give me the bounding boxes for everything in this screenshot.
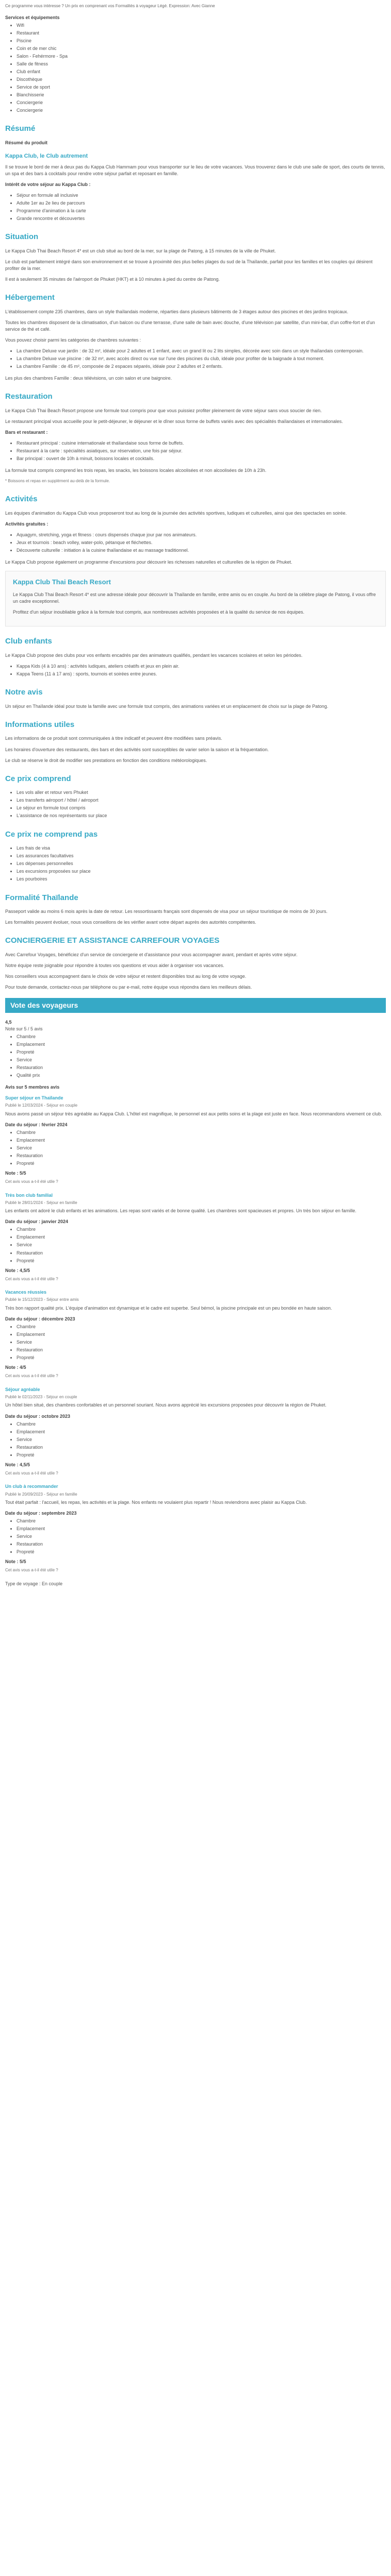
review-scores (17, 1518, 386, 1555)
service-item: • Salle de fitness (17, 61, 386, 67)
review-score-item: • Chambre (17, 1226, 386, 1233)
review-text: Tout était parfait : l'accueil, les repas, les activités et la plage. Nos enfants ne voulaient plus repartir ! Nous reviendrons avec plaisir au Kappa Club. (5, 1500, 307, 1505)
score-category: • Propreté (17, 1049, 386, 1056)
review-meta: Publié le 20/09/2023 - Séjour en famille (5, 1492, 77, 1497)
enfants-list (17, 663, 386, 677)
review-score-item: • Restauration (17, 1153, 386, 1159)
kids-club-item: • Kappa Kids (4 à 10 ans) : activités ludiques, ateliers créatifs et jeux en plein air. (17, 663, 386, 670)
review-scores (17, 1226, 386, 1264)
overall-score: 4,5 (5, 1019, 12, 1025)
review-score-item: • Restauration (17, 1250, 386, 1257)
review-scores (17, 1324, 386, 1361)
review-text: Les enfants ont adoré le club enfants et les animations. Les repas sont variés et de bonne qualité. Les chambres sont spacieuses et propres. Un très bon séjour en famille. (5, 1208, 356, 1214)
room-item: • La chambre Famille : de 45 m², composée de 2 espaces séparés, idéale pour 2 adultes et 2 enfants. (17, 363, 386, 370)
review-rating: Note : 5/5 (5, 1170, 26, 1176)
resume-title: Résumé (5, 124, 36, 133)
service-item: • Discothèque (17, 76, 386, 83)
assist-p2: Notre équipe reste joignable pour répondre à toutes vos questions et vous aider à organiser vos vacances. (5, 963, 224, 969)
review-item (5, 1386, 386, 1477)
notre-avis-p1: Un séjour en Thaïlande idéal pour toute la famille avec une formule tout compris, des animations variées et un emplacement de choix sur la plage de Patong. (5, 703, 329, 709)
excluded-item: • Les pourboires (17, 876, 386, 883)
score-category: • Emplacement (17, 1041, 386, 1048)
formalites-p1: Passeport valide au moins 6 mois après la date de retour. Les ressortissants français sont dispensés de visa pour un séjour touristique de moins de 30 jours. (5, 909, 328, 914)
club-title: Kappa Club, le Club autrement (5, 153, 88, 159)
review-helpful-link[interactable]: Cet avis vous a-t-il été utile ? (5, 1568, 58, 1573)
included-item: • L'assistance de nos représentants sur place (17, 812, 386, 819)
review-rating: Note : 4/5 (5, 1365, 26, 1370)
score-category: • Restauration (17, 1064, 386, 1071)
notre-avis-title: Notre avis (5, 687, 43, 697)
review-meta: Publié le 28/01/2024 - Séjour en famille (5, 1200, 77, 1205)
review-date: Date du séjour : février 2024 (5, 1122, 68, 1127)
review-score-item: • Emplacement (17, 1526, 386, 1532)
services-list (17, 22, 386, 114)
formalites-title: Formalité Thaïlande (5, 893, 78, 902)
votes-heading: Vote des voyageurs (5, 998, 386, 1012)
hebergement-p1: L'établissement compte 235 chambres, dans un style thaïlandais moderne, réparties dans plusieurs bâtiments de 3 étages autour des piscines et des jardins tropicaux. (5, 309, 349, 314)
review-scores (17, 1129, 386, 1167)
review-date: Date du séjour : octobre 2023 (5, 1413, 71, 1419)
excluded-item: • Les assurances facultatives (17, 853, 386, 859)
review-date: Date du séjour : décembre 2023 (5, 1316, 75, 1321)
service-item: • Blanchisserie (17, 92, 386, 98)
review-meta: Publié le 02/11/2023 - Séjour en couple (5, 1394, 77, 1399)
review-score-item: • Propreté (17, 1160, 386, 1167)
resume-subtitle: Résumé du produit (5, 140, 48, 145)
review-title: Un club à recommander (5, 1484, 58, 1489)
service-item: • Coin et de mer chic (17, 45, 386, 52)
review-meta: Publié le 12/03/2024 - Séjour en couple (5, 1103, 78, 1108)
score-category: • Qualité prix (17, 1072, 386, 1079)
included-item: • Le séjour en formule tout compris (17, 805, 386, 811)
infos-p1: Les informations de ce produit sont communiquées à titre indicatif et peuvent être modifiées sans préavis. (5, 736, 222, 741)
review-score-item: • Restauration (17, 1541, 386, 1548)
situation-p2: Le club est parfaitement intégré dans son environnement et se trouve à proximité des plus belles plages du sud de la Thaïlande, parfait pour les familles et les couples qui désirent profiter de la mer. (5, 259, 373, 272)
bar-item: • Bar principal : ouvert de 10h à minuit, boissons locales et cocktails. (17, 455, 386, 462)
review-scores (17, 1421, 386, 1459)
highlight-item: • Adulte 1er au 2e lieu de parcours (17, 200, 386, 207)
kappa-box-p1: Le Kappa Club Thai Beach Resort 4* est une adresse idéale pour découvrir la Thaïlande en famille, entre amis ou en couple. Au bord de la célèbre plage de Patong, il vous offre un cadre exceptionnel. (13, 591, 376, 604)
hebergement-p4: Les plus des chambres Famille : deux télévisions, un coin salon et une baignoire. (5, 376, 172, 381)
excluded-item: • Les frais de visa (17, 845, 386, 852)
review-item (5, 1095, 386, 1185)
infos-p3: Le club se réserve le droit de modifier ses prestations en fonction des conditions météorologiques. (5, 757, 207, 763)
review-score-item: • Service (17, 1242, 386, 1248)
review-text: Très bon rapport qualité prix. L'équipe d'animation est dynamique et le cadre est superbe. Seul bémol, la piscine principale est un peu bondée en haute saison. (5, 1305, 332, 1311)
restauration-p2: Le restaurant principal vous accueille pour le petit-déjeuner, le déjeuner et le dîner sous forme de buffets variés avec des spécialités thaïlandaises et internationales. (5, 419, 343, 425)
overall-subtitle: Note sur 5 / 5 avis (5, 1026, 43, 1031)
review-score-item: • Service (17, 1339, 386, 1346)
bar-item: • Restaurant à la carte : spécialités asiatiques, sur réservation, une fois par séjour. (17, 448, 386, 454)
assist-title: CONCIERGERIE ET ASSISTANCE CARREFOUR VOYAGES (5, 936, 220, 945)
service-item: • Restaurant (17, 30, 386, 37)
review-score-item: • Propreté (17, 1549, 386, 1555)
review-item (5, 1289, 386, 1379)
review-helpful-link[interactable]: Cet avis vous a-t-il été utile ? (5, 1470, 58, 1476)
bars-list (17, 440, 386, 462)
activites-p1: Les équipes d'animation du Kappa Club vous proposeront tout au long de la journée des activités sportives, ludiques et culturelles, ainsi que des spectacles en soirée. (5, 510, 347, 516)
highlight-item: • Programme d'animation à la carte (17, 208, 386, 214)
service-item: • Wifi (17, 22, 386, 29)
review-rating: Note : 4,5/5 (5, 1267, 30, 1273)
infos-title: Informations utiles (5, 720, 75, 729)
kids-club-item: • Kappa Teens (11 à 17 ans) : sports, tournois et soirées entre jeunes. (17, 671, 386, 677)
situation-title: Situation (5, 232, 39, 242)
bar-item: • Restaurant principal : cuisine internationale et thaïlandaise sous forme de buffets. (17, 440, 386, 447)
recommend-text: Avis sur 5 membres avis (5, 1084, 60, 1090)
votes-footer: Type de voyage : En couple (5, 1581, 63, 1587)
restauration-caption: * Boissons et repas en supplément au-delà de la formule. (5, 479, 110, 484)
activity-item: • Jeux et tournois : beach volley, water-polo, pétanque et fléchettes. (17, 539, 386, 546)
review-score-item: • Propreté (17, 1354, 386, 1361)
review-score-item: • Restauration (17, 1347, 386, 1353)
restauration-p3: La formule tout compris comprend les trois repas, les snacks, les boissons locales alcoolisées et non alcoolisées de 10h à 23h. (5, 468, 267, 473)
restauration-title: Restauration (5, 392, 53, 401)
highlights-title: Intérêt de votre séjour au Kappa Club : (5, 182, 91, 188)
review-title: Super séjour en Thaïlande (5, 1095, 63, 1101)
assist-p1: Avec Carrefour Voyages, bénéficiez d'un service de conciergerie et d'assistance pour vous accompagner avant, pendant et après votre séjour. (5, 952, 298, 958)
included-item: • Les vols aller et retour vers Phuket (17, 789, 386, 796)
review-helpful-link[interactable]: Cet avis vous a-t-il été utile ? (5, 1276, 58, 1281)
excluded-item: • Les dépenses personnelles (17, 860, 386, 867)
activites-list-title: Activités gratuites : (5, 521, 48, 527)
service-item: • Conciergerie (17, 107, 386, 114)
compris-title: Ce prix comprend (5, 774, 71, 783)
review-score-item: • Chambre (17, 1518, 386, 1524)
review-score-item: • Emplacement (17, 1137, 386, 1144)
score-category: • Chambre (17, 1033, 386, 1040)
bars-title: Bars et restaurant : (5, 430, 48, 435)
review-rating: Note : 4,5/5 (5, 1462, 30, 1467)
hebergement-title: Hébergement (5, 293, 55, 302)
review-date: Date du séjour : septembre 2023 (5, 1511, 77, 1516)
non-compris-list (17, 845, 386, 883)
review-item (5, 1192, 386, 1282)
review-score-item: • Emplacement (17, 1234, 386, 1241)
review-rating: Note : 5/5 (5, 1559, 26, 1565)
assist-p3: Nos conseillers vous accompagnent dans le choix de votre séjour et restent disponibles tout au long de votre voyage. (5, 974, 247, 979)
services-title: Services et équipements (5, 14, 60, 20)
situation-p3: Il est à seulement 35 minutes de l'aéroport de Phuket (HKT) et à 10 minutes à pied du centre de Patong. (5, 277, 220, 282)
highlights-list (17, 192, 386, 222)
compris-list (17, 789, 386, 819)
highlight-item: • Grande rencontre et découvertes (17, 215, 386, 222)
review-title: Séjour agréable (5, 1386, 40, 1392)
hebergement-p2: Toutes les chambres disposent de la climatisation, d'un balcon ou d'une terrasse, d'une salle de bain avec douche, d'une télévision par satellite, d'un mini-bar, d'un coffre-fort et d'un service de thé et café. (5, 320, 375, 332)
kappa-box (5, 571, 386, 626)
non-compris-title: Ce prix ne comprend pas (5, 829, 98, 839)
review-score-item: • Propreté (17, 1258, 386, 1264)
review-score-item: • Restauration (17, 1444, 386, 1451)
situation-p1: Le Kappa Club Thai Beach Resort 4* est un club situé au bord de la mer, sur la plage de Patong, à 15 minutes de la ville de Phuket. (5, 248, 276, 254)
kappa-box-p2: Profitez d'un séjour inoubliable grâce à la formule tout compris, aux nombreuses activités proposées et à la qualité du service de nos équipes. (13, 609, 305, 615)
score-categories (17, 1033, 386, 1079)
room-item: • La chambre Deluxe vue jardin : de 32 m², idéale pour 2 adultes et 1 enfant, avec un grand lit ou 2 lits simples, décorée avec soin dans un style thaïlandais contemporain. (17, 348, 386, 354)
formalites-p2: Les formalités peuvent évoluer, nous vous conseillons de les vérifier avant votre départ auprès des autorités compétentes. (5, 920, 256, 925)
infos-p2: Les horaires d'ouverture des restaurants, des bars et des activités sont susceptibles de varier selon la saison et la fréquentation. (5, 747, 269, 752)
review-score-item: • Propreté (17, 1452, 386, 1459)
review-score-item: • Chambre (17, 1324, 386, 1330)
review-date: Date du séjour : janvier 2024 (5, 1219, 69, 1225)
rooms-list (17, 348, 386, 370)
review-score-item: • Emplacement (17, 1429, 386, 1435)
hebergement-p3: Vous pouvez choisir parmi les catégories de chambres suivantes : (5, 337, 141, 343)
review-text: Un hôtel bien situé, des chambres confortables et un personnel souriant. Nous avons apprécié les excursions proposées pour découvrir la région de Phuket. (5, 1402, 327, 1408)
review-helpful-link[interactable]: Cet avis vous a-t-il été utile ? (5, 1374, 58, 1379)
review-score-item: • Emplacement (17, 1331, 386, 1338)
kappa-box-title: Kappa Club Thai Beach Resort (13, 578, 111, 586)
score-category: • Service (17, 1057, 386, 1063)
top-note: Ce programme vous intéresse ? Un prix en comprenant vos Formalités à voyageur Légé. Expression: Avec Gianne (5, 4, 215, 8)
review-meta: Publié le 15/12/2023 - Séjour entre amis (5, 1297, 79, 1302)
activites-list (17, 532, 386, 554)
service-item: • Service de sport (17, 84, 386, 91)
review-list (5, 1095, 386, 1573)
enfants-title: Club enfants (5, 637, 52, 646)
assist-p4: Pour toute demande, contactez-nous par téléphone ou par e-mail, notre équipe vous répondra dans les meilleurs délais. (5, 985, 252, 990)
room-item: • La chambre Deluxe vue piscine : de 32 m², avec accès direct ou vue sur l'une des piscines du club, idéale pour profiter de la baignade à tout moment. (17, 355, 386, 362)
included-item: • Les transferts aéroport / hôtel / aéroport (17, 797, 386, 804)
service-item: • Piscine (17, 38, 386, 44)
activites-title: Activités (5, 495, 38, 503)
activity-item: • Découverte culturelle : initiation à la cuisine thaïlandaise et au massage traditionnel. (17, 547, 386, 554)
review-score-item: • Service (17, 1533, 386, 1540)
activity-item: • Aquagym, stretching, yoga et fitness : cours dispensés chaque jour par nos animateurs. (17, 532, 386, 538)
service-item: • Salon - Fehérmore - Spa (17, 53, 386, 60)
review-score-item: • Chambre (17, 1421, 386, 1428)
review-item (5, 1483, 386, 1573)
review-title: Vacances réussies (5, 1290, 47, 1295)
excluded-item: • Les excursions proposées sur place (17, 868, 386, 875)
review-helpful-link[interactable]: Cet avis vous a-t-il été utile ? (5, 1179, 58, 1184)
review-score-item: • Service (17, 1145, 386, 1151)
services-section (5, 14, 386, 114)
review-score-item: • Service (17, 1436, 386, 1443)
service-item: • Club enfant (17, 69, 386, 75)
enfants-p1: Le Kappa Club propose des clubs pour vos enfants encadrés par des animateurs qualifiés, pendant les vacances scolaires et selon les périodes. (5, 652, 303, 658)
review-text: Nous avons passé un séjour très agréable au Kappa Club. L'hôtel est magnifique, le personnel est aux petits soins et la plage est juste en face. Nous recommandons vivement ce club. (5, 1111, 382, 1116)
activites-p2: Le Kappa Club propose également un programme d'excursions pour découvrir les richesses naturelles et culturelles de la région de Phuket. (5, 559, 292, 565)
review-score-item: • Chambre (17, 1129, 386, 1136)
service-item: • Conciergerie (17, 99, 386, 106)
restauration-p1: Le Kappa Club Thai Beach Resort propose une formule tout compris pour que vous puissiez profiter pleinement de votre séjour sans vous soucier de rien. (5, 408, 322, 414)
review-title: Très bon club familial (5, 1192, 53, 1198)
highlight-item: • Séjour en formule all inclusive (17, 192, 386, 199)
resume-intro: Il se trouve le bord de mer à deux pas du Kappa Club Hammam pour vous transporter sur le lieu de votre vacances. Vous trouverez dans le club une salle de sport, des courts de tennis, un spa et des bars à cocktails pour rendre votre séjour parfait et reposant en famille. (5, 164, 385, 176)
